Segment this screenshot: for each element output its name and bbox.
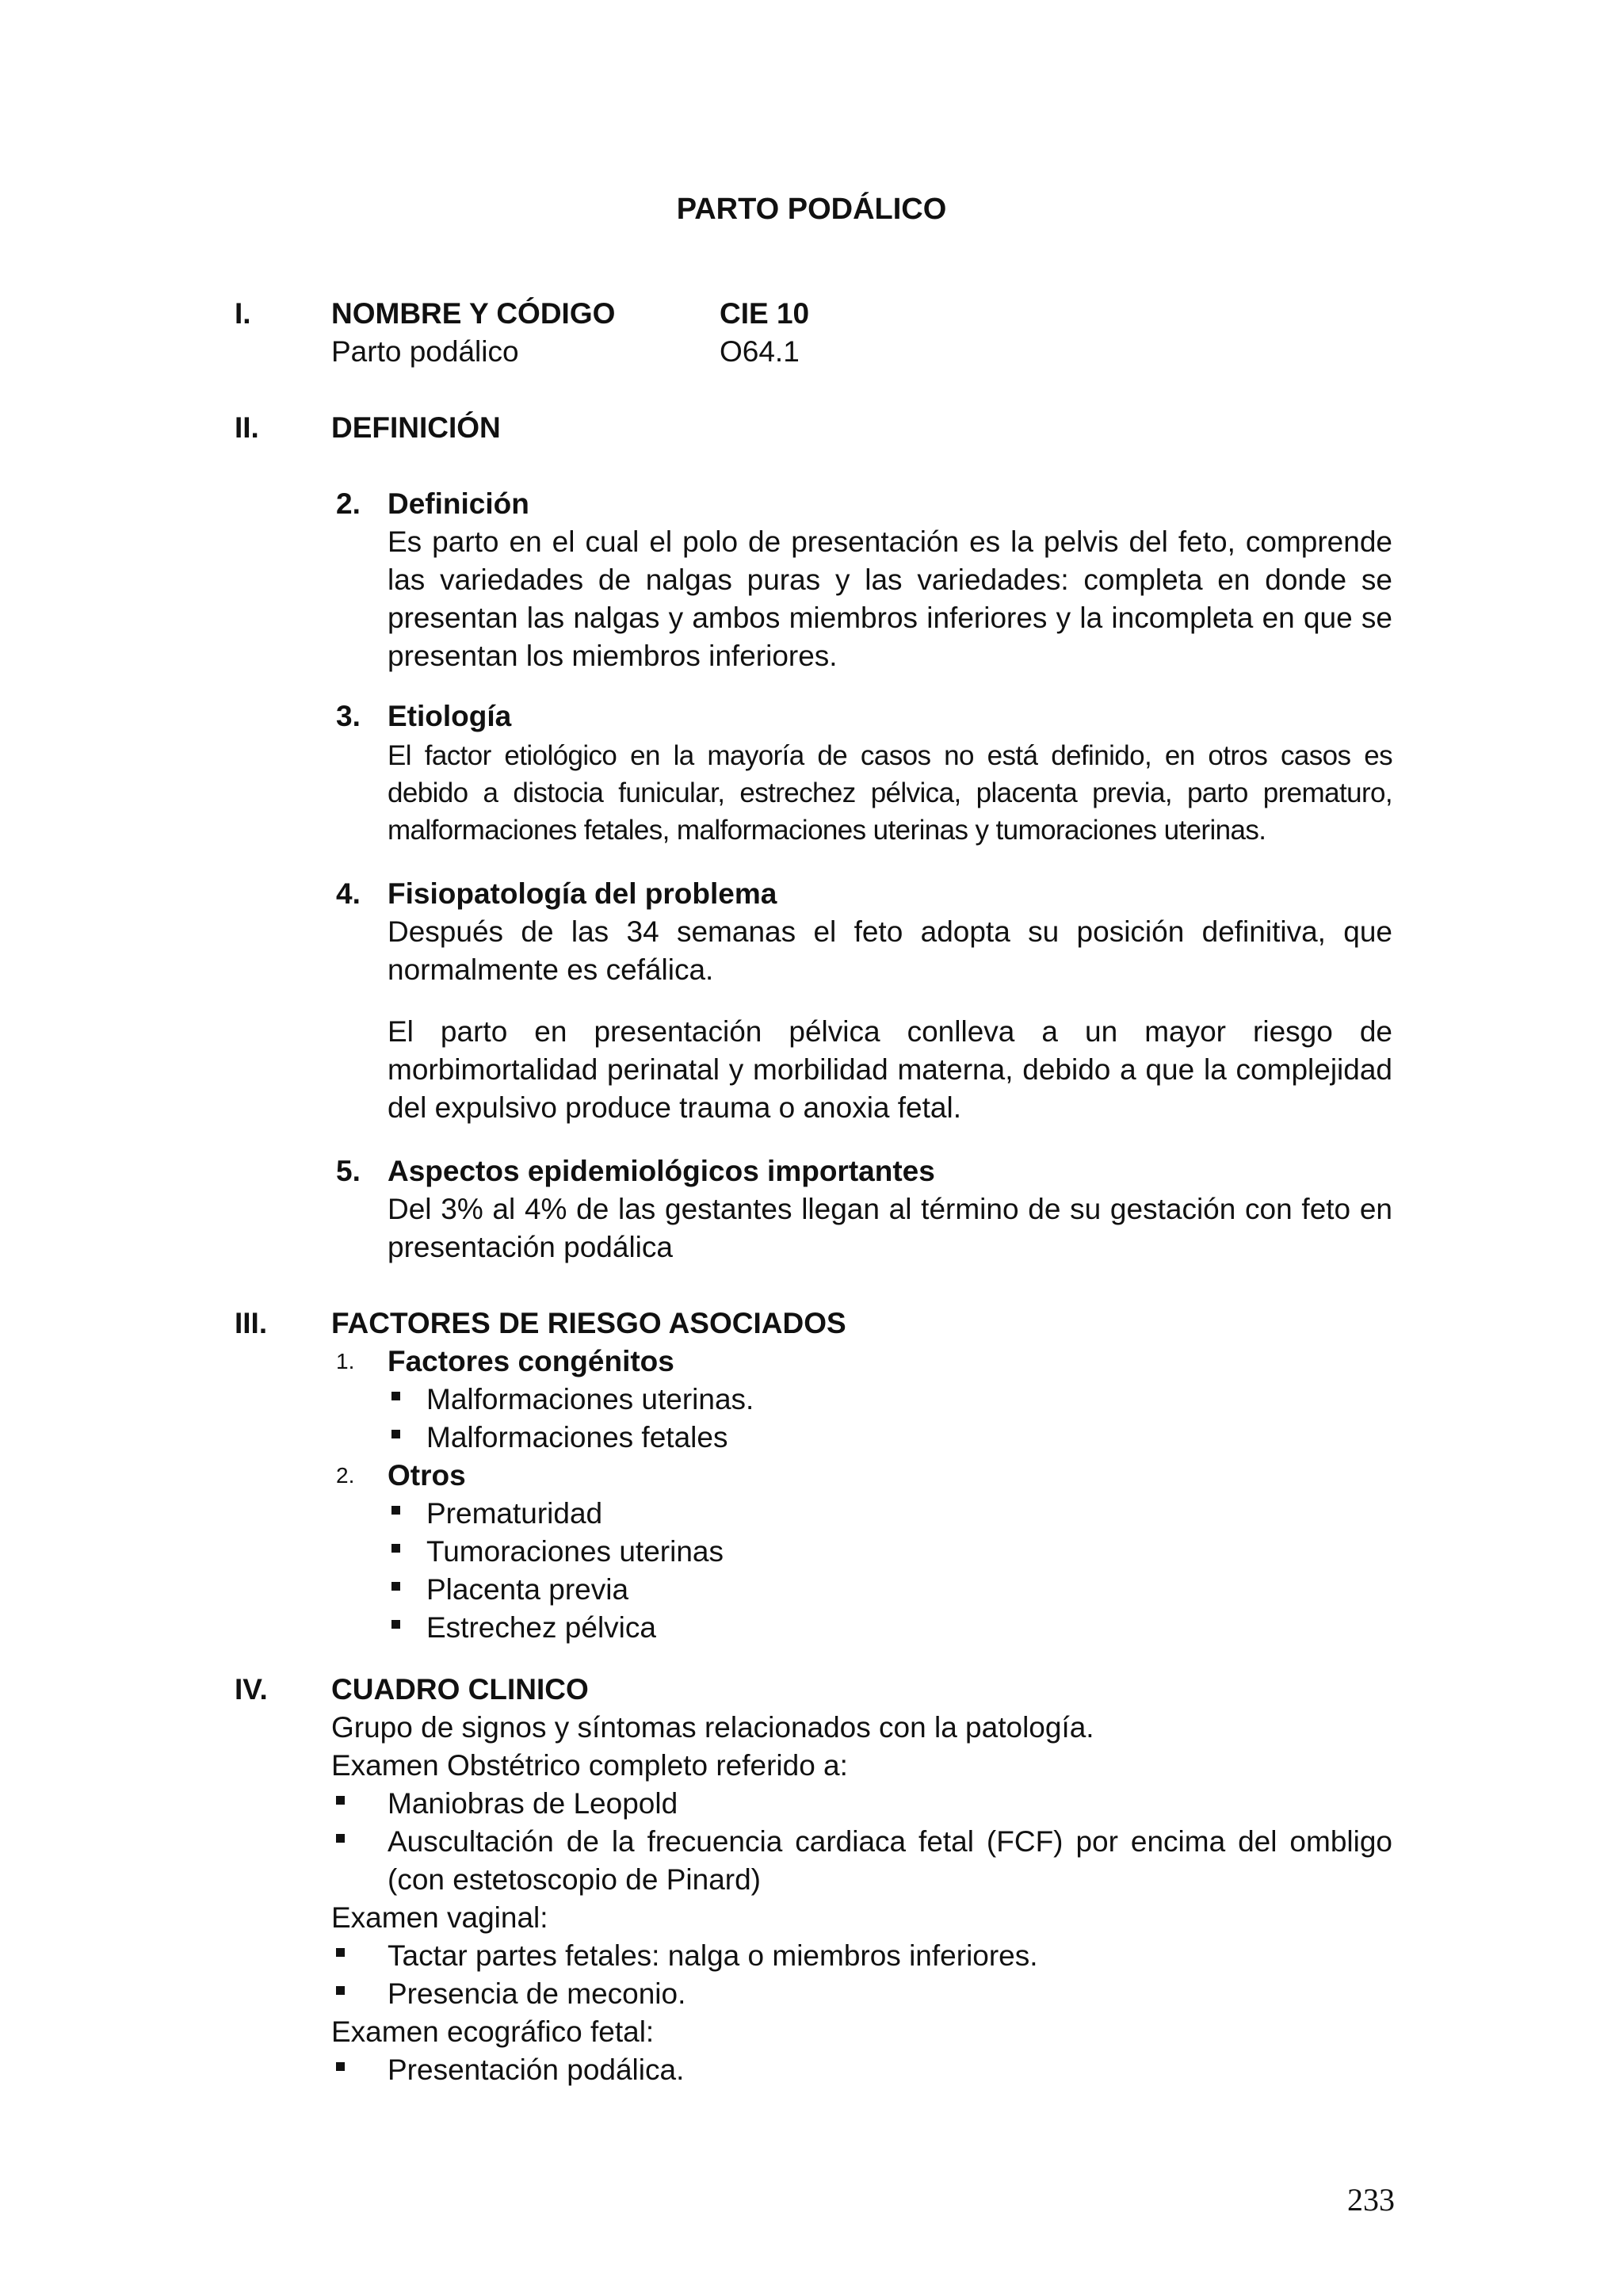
list-item: Tumoraciones uterinas (426, 1535, 724, 1568)
physiopathology-text: Después de las 34 semanas el feto adopta su posición definitiva, que normalmente es cefálica. (388, 915, 1392, 986)
diagnosis-code: O64.1 (720, 335, 800, 368)
list-item: Malformaciones fetales (426, 1421, 728, 1454)
bullet-marker (391, 1392, 400, 1400)
bullet-marker (336, 1796, 345, 1805)
ultrasound-exam-label: Examen ecográfico fetal: (331, 2015, 655, 2048)
list-item: Presencia de meconio. (388, 1977, 686, 2010)
list-item: Auscultación de la frecuencia cardiaca fetal (FCF) por encima del ombligo (con estetoscopio de Pinard) (388, 1825, 1392, 1896)
list-item: Malformaciones uterinas. (426, 1383, 754, 1415)
section-3-heading: FACTORES DE RIESGO ASOCIADOS (331, 1307, 846, 1339)
diagnosis-name: Parto podálico (331, 335, 519, 368)
group-title-others: Otros (388, 1459, 466, 1492)
code-heading: CIE 10 (720, 297, 810, 330)
definition-text: Es parto en el cual el polo de presentación es la pelvis del feto, comprende las variedades de nalgas puras y las variedades: completa en donde se presentan las nalgas y ambos miembros inferiores y la incompleta en que se presentan los miembros inferiores. (388, 525, 1392, 672)
list-item: Tactar partes fetales: nalga o miembros inferiores. (388, 1939, 1038, 1972)
definition-title: Definición (388, 487, 529, 520)
page-title: PARTO PODÁLICO (676, 193, 947, 226)
section-3-numeral: III. (235, 1307, 268, 1339)
section-4-heading: CUADRO CLINICO (331, 1673, 589, 1706)
bullet-marker (336, 1948, 345, 1957)
group-number: 1. (336, 1349, 355, 1373)
section-4-numeral: IV. (235, 1673, 268, 1706)
group-number: 2. (336, 1463, 355, 1488)
epidemiology-text: Del 3% al 4% de las gestantes llegan al término de su gestación con feto en presentación podálica (388, 1193, 1392, 1263)
etiology-text: El factor etiológico en la mayoría de casos no está definido, en otros casos es debido a distocia funicular, estrechez pélvica, placenta previa, parto prematuro, malformaciones fetales, malformaciones uterinas y tumoraciones uterinas. (388, 740, 1392, 846)
etiology-title: Etiología (388, 700, 512, 732)
bullet-marker (391, 1544, 400, 1553)
section-1-numeral: I. (235, 297, 251, 330)
list-item: Presentación podálica. (388, 2053, 685, 2086)
item-number: 3. (336, 700, 361, 732)
clinical-intro: Grupo de signos y síntomas relacionados con la patología. (331, 1711, 1094, 1744)
bullet-marker (391, 1620, 400, 1629)
bullet-marker (391, 1582, 400, 1591)
obstetric-exam-label: Examen Obstétrico completo referido a: (331, 1749, 848, 1782)
bullet-marker (336, 1986, 345, 1995)
section-2-heading: DEFINICIÓN (331, 411, 501, 444)
section-2-numeral: II. (235, 411, 259, 444)
item-number: 5. (336, 1155, 361, 1187)
epidemiology-title: Aspectos epidemiológicos importantes (388, 1155, 935, 1187)
bullet-marker (336, 1834, 345, 1843)
bullet-marker (336, 2062, 345, 2071)
list-item: Maniobras de Leopold (388, 1787, 678, 1820)
item-number: 2. (336, 487, 361, 520)
bullet-marker (391, 1506, 400, 1515)
physiopathology-text-2: El parto en presentación pélvica conlleva a un mayor riesgo de morbimortalidad perinatal y morbilidad materna, debido a que la complejidad del expulsivo produce trauma o anoxia fetal. (388, 1015, 1392, 1124)
list-item: Placenta previa (426, 1573, 629, 1606)
group-title-congenital: Factores congénitos (388, 1345, 674, 1377)
page-number: 233 (1347, 2182, 1395, 2218)
vaginal-exam-label: Examen vaginal: (331, 1901, 548, 1934)
item-number: 4. (336, 877, 361, 910)
physiopathology-title: Fisiopatología del problema (388, 877, 777, 910)
list-item: Estrechez pélvica (426, 1611, 656, 1644)
section-1-heading: NOMBRE Y CÓDIGO (331, 297, 616, 330)
list-item: Prematuridad (426, 1497, 603, 1530)
bullet-marker (391, 1430, 400, 1438)
